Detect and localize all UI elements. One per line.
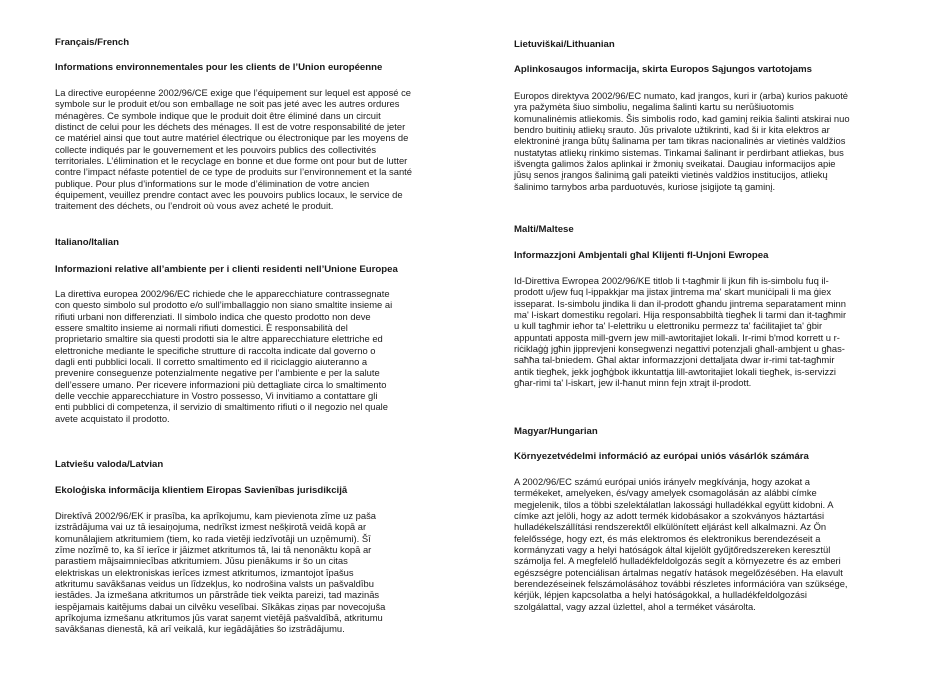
language-label: Lietuviškai/Lithuanian: [514, 39, 615, 50]
section-heading: Aplinkosaugos informacija, skirta Europos Sąjungos vartotojams: [514, 64, 813, 75]
section-heading: Informations environnementales pour les clients de l’Union européenne: [55, 62, 383, 73]
section-body: Id-Direttiva Ewropea 2002/96/KE titlob li t-tagħmir li jkun fih is-simbolu fuq il- prodott u/jew fuq l-ippakkjar ma jistax jintrema ma' skart muniċipali li ma ġiex isseparat. Is-simbolu jindika li dan il-prodott għandu jintrema separatament minn ma' l-iskart domestiku regolari. Hija responsabbiltà tiegħek li tarmi dan it-tagħmir u kull tagħmir ieħor ta' l-elettriku u elettroniku permezz ta' faċilitajiet ta' ġbir appuntati apposta mill-gvern jew mill-awtoritajiet lokali. Ir-rimi b'mod korrett u r- riċiklaġġ jgħin jipprevjeni konsegwenzi negattivi potenzjali għall-ambjent u għas- saħħa tal-bniedem. Għal aktar informazzjoni dettaljata dwar ir-rimi tat-tagħmir antik tiegħek, jekk jogħġbok ikkuntattja lill-awtoritajiet lokali tiegħek, is-servizzi għar-rimi ta' l-iskart, jew il-ħanut minn fejn xtrajt il-prodott.: [514, 275, 847, 389]
language-label: Latviešu valoda/Latvian: [55, 459, 164, 470]
language-label: Italiano/Italian: [55, 237, 119, 248]
section-body: La direttiva europea 2002/96/EC richiede che le apparecchiature contrassegnate con questo simbolo sul prodotto e/o sull’imballaggio non siano smaltite insieme ai rifiuti urbani non differenziati. Il simbolo indica che questo prodotto non deve essere smaltito insieme ai normali rifiuti domestici. È responsabilità del proprietario smaltire sia questi prodotti sia le altre apparecchiature elettriche ed elettroniche mediante le specifiche strutture di raccolta indicate dal governo o dagli enti pubblici locali. Il corretto smaltimento ed il riciclaggio aiuteranno a prevenire conseguenze potenzialmente negative per l’ambiente e per la salute dell’essere umano. Per ricevere informazioni più dettagliate circa lo smaltimento delle vecchie apparecchiature in Vostro possesso, Vi invitiamo a contattare gli enti pubblici di competenza, il servizio di smaltimento rifiuti o il negozio nel quale avete acquistato il prodotto.: [55, 288, 393, 424]
section-heading: Informazioni relative all’ambiente per i clienti residenti nell’Unione Europea: [55, 264, 398, 275]
section-heading: Környezetvédelmi információ az európai uniós vásárlók számára: [514, 451, 809, 462]
section-heading: Ekoloģiska informācija klientiem Eiropas Savienības jurisdikcijā: [55, 485, 348, 496]
section-body: Direktīvā 2002/96/EK ir prasība, ka aprīkojumu, kam pievienota zīme uz paša izstrādājuma vai uz tā iesaiņojuma, nedrīkst izmest nešķirotā veidā kopā ar komunālajiem atkritumiem (tiem, ko rada vietēji iedzīvotāji un uzņēmumi). Šī zīme nozīmē to, ka šī ierīce ir jāizmet atkritumos tā, lai tā nenonāktu kopā ar parastiem mājsaimniecības atkritumiem. Jūsu pienākums ir šo un citas elektriskas un elektroniskas ierīces izmest atkritumos, izmantojot īpašus atkritumu savākšanas veidus un līdzekļus, ko nodrošina valsts un pašvaldību iestādes. Ja izmešana atkritumos un pārstrāde tiek veikta pareizi, tad mazinās iespējamais kaitējums dabai un cilvēku veselībai. Sīkākas ziņas par novecojuša aprīkojuma izmešanu atkritumos jūs varat saņemt vietējā pašvaldībā, atkritumu savākšanas dienestā, kā arī veikalā, kur iegādājāties šo izstrādājumu.: [55, 510, 386, 635]
language-label: Malti/Maltese: [514, 224, 574, 235]
section-heading: Informazzjoni Ambjentali għal Klijenti fl-Unjoni Ewropea: [514, 250, 769, 261]
section-body: Europos direktyva 2002/96/EC numato, kad įrangos, kuri ir (arba) kurios pakuotė yra pažymėta šiuo simboliu, negalima šalinti kartu su nerūšiuotomis komunalinėmis atliekomis. Šis simbolis rodo, kad gaminį reikia šalinti atskirai nuo bendro buitinių atliekų srauto. Jūs privalote užtikrinti, kad ši ir kita elektros ar elektroninė įranga būtų šalinama per tam tikras nacionalinės ar vietinės valdžios nustatytas atliekų rinkimo sistemas. Tinkamai šalinant ir perdirbant atliekas, bus išvengta galimos žalos aplinkai ir žmonių sveikatai. Daugiau informacijos apie jūsų senos įrangos šalinimą gali pateikti vietinės valdžios institucijos, atliekų šalinimo tarnybos arba parduotuvės, kuriose įsigijote tą gaminį.: [514, 90, 850, 192]
section-body: A 2002/96/EC számú európai uniós irányelv megkívánja, hogy azokat a termékeket, amelyeken, és/vagy amelyek csomagolásán az alábbi címke megjelenik, tilos a többi szelektálatlan lakossági hulladékkal együtt kidobni. A címke azt jelöli, hogy az adott termék kidobásakor a szokványos háztartási hulladékelszállítási rendszerektől elkülönített eljárást kell alkalmazni. Az Ön felelőssége, hogy ezt, és más elektromos és elektronikus berendezéseit a kormányzati vagy a helyi hatóságok által kijelölt gyűjtőredszereken keresztül számolja fel. A megfelelő hulladékfeldolgozás segít a környezetre és az emberi egészségre potenciálisan ártalmas negatív hatások megelőzésében. Ha elavult berendezéseinek felszámolásához további részletes információra van szüksége, kérjük, lépjen kapcsolatba a helyi hatóságokkal, a hulladékfeldolgozási szolgálattal, vagy azzal üzlettel, ahol a terméket vásárolta.: [514, 476, 848, 612]
language-label: Magyar/Hungarian: [514, 426, 598, 437]
language-label: Français/French: [55, 37, 130, 48]
section-body: La directive européenne 2002/96/CE exige que l’équipement sur lequel est apposé ce symbole sur le produit et/ou son emballage ne soit pas jeté avec les autres ordures ménagères. Ce symbole indique que le produit doit être éliminé dans un circuit distinct de celui pour les déchets des ménages. Il est de votre responsabilité de jeter ce matériel ainsi que tout autre matériel électrique ou électronique par les moyens de collecte indiqués par le gouvernement et les pouvoirs publics des collectivités territoriales. L’élimination et le recyclage en bonne et due forme ont pour but de lutter contre l’impact néfaste potentiel de ce type de produits sur l’environnement et la santé publique. Pour plus d’informations sur le mode d’élimination de votre ancien équipement, veuillez prendre contact avec les pouvoirs publics locaux, le service de traitement des déchets, ou l’endroit où vous avez acheté le produit.: [55, 87, 412, 212]
